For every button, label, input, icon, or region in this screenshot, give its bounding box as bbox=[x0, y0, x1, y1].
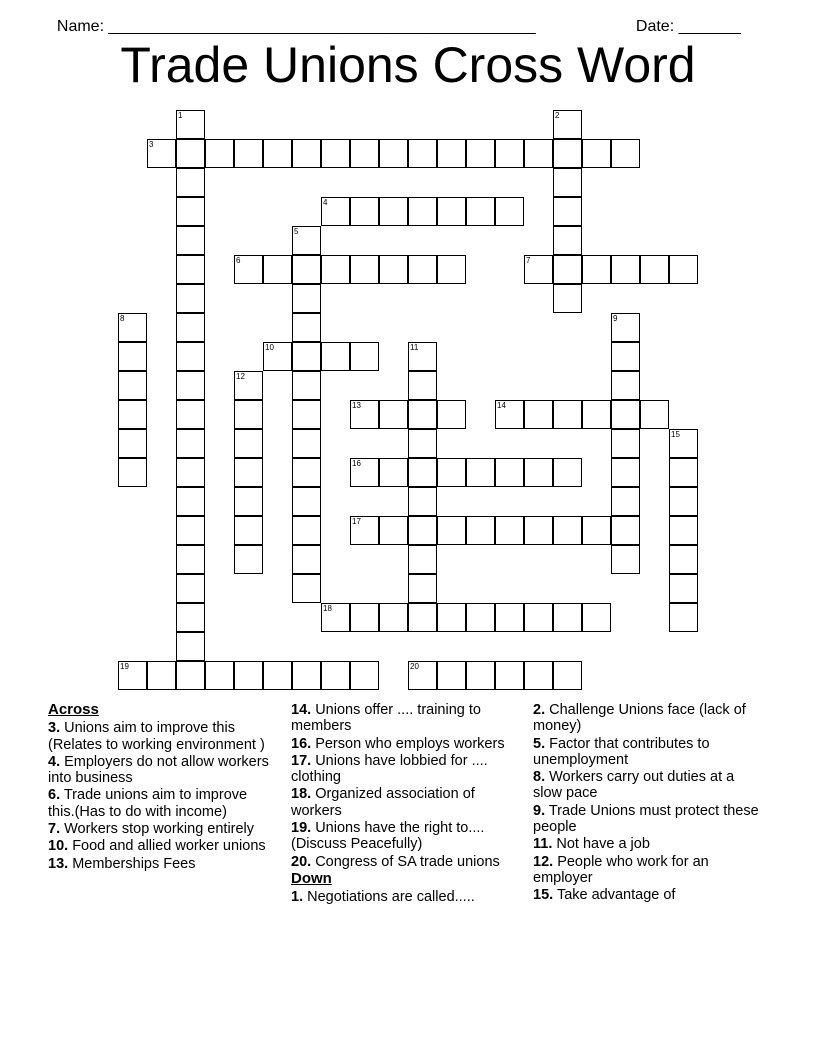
crossword-cell[interactable] bbox=[350, 400, 379, 429]
crossword-cell[interactable] bbox=[408, 487, 437, 516]
crossword-cell[interactable] bbox=[176, 342, 205, 371]
crossword-cell[interactable] bbox=[350, 197, 379, 226]
crossword-cell[interactable] bbox=[495, 603, 524, 632]
crossword-cell[interactable] bbox=[176, 371, 205, 400]
clue-text: Organized association of workers bbox=[291, 786, 475, 819]
crossword-cell[interactable] bbox=[611, 516, 640, 545]
crossword-cell[interactable] bbox=[379, 197, 408, 226]
crossword-cell[interactable] bbox=[466, 661, 495, 690]
crossword-cell[interactable] bbox=[292, 400, 321, 429]
clue-text: Trade Unions must protect these people bbox=[533, 802, 759, 836]
clue-text: Take advantage of bbox=[553, 887, 676, 904]
crossword-cell[interactable] bbox=[292, 313, 321, 342]
crossword-cell[interactable] bbox=[350, 139, 379, 168]
crossword-cell[interactable] bbox=[408, 255, 437, 284]
clue-number: 19 bbox=[120, 662, 129, 671]
clue-number: 15 bbox=[671, 430, 680, 439]
crossword-cell[interactable] bbox=[408, 545, 437, 574]
clue-label: 20. bbox=[291, 853, 312, 870]
crossword-cell[interactable] bbox=[118, 371, 147, 400]
clue-item bbox=[291, 820, 521, 853]
crossword-cell[interactable] bbox=[611, 545, 640, 574]
crossword-cell[interactable] bbox=[553, 284, 582, 313]
crossword-cell[interactable] bbox=[118, 429, 147, 458]
clue-item bbox=[291, 753, 521, 786]
crossword-cell[interactable] bbox=[147, 661, 176, 690]
clue-item bbox=[48, 787, 273, 820]
clue-number: 2 bbox=[555, 111, 560, 120]
crossword-cell[interactable] bbox=[379, 255, 408, 284]
crossword-cell[interactable] bbox=[437, 661, 466, 690]
crossword-cell[interactable] bbox=[234, 545, 263, 574]
clue-item bbox=[291, 889, 521, 905]
crossword-cell[interactable] bbox=[205, 139, 234, 168]
name-field[interactable] bbox=[48, 0, 536, 36]
crossword-cell[interactable] bbox=[553, 255, 582, 284]
crossword-cell[interactable] bbox=[408, 429, 437, 458]
crossword-cell[interactable] bbox=[379, 139, 408, 168]
clue-item bbox=[291, 736, 521, 752]
clue-label: 8. bbox=[533, 769, 546, 786]
crossword-cell[interactable] bbox=[611, 487, 640, 516]
down-heading: Down bbox=[291, 869, 332, 887]
crossword-cell[interactable] bbox=[176, 458, 205, 487]
clue-text: Unions offer .... training to members bbox=[291, 702, 481, 735]
crossword-cell[interactable] bbox=[611, 458, 640, 487]
crossword-cell[interactable] bbox=[118, 313, 147, 342]
crossword-cell[interactable] bbox=[553, 603, 582, 632]
clue-label: 12. bbox=[533, 853, 554, 870]
page-title: Trade Unions Cross Word bbox=[120, 37, 696, 93]
crossword-cell[interactable] bbox=[611, 255, 640, 284]
crossword-cell[interactable] bbox=[292, 429, 321, 458]
clue-number: 4 bbox=[323, 198, 328, 207]
crossword-cell[interactable] bbox=[524, 516, 553, 545]
crossword-cell[interactable] bbox=[495, 197, 524, 226]
crossword-cell[interactable] bbox=[234, 429, 263, 458]
clue-item bbox=[48, 838, 273, 854]
clue-item bbox=[48, 720, 273, 753]
clue-text: Person who employs workers bbox=[311, 735, 505, 752]
crossword-cell[interactable] bbox=[582, 516, 611, 545]
clue-text: Unions aim to improve this (Relates to working environment ) bbox=[48, 720, 265, 753]
crossword-cell[interactable] bbox=[234, 400, 263, 429]
crossword-cell[interactable] bbox=[292, 574, 321, 603]
clue-label: 5. bbox=[533, 735, 546, 752]
clue-label: 6. bbox=[48, 787, 61, 804]
clue-text: Not have a job bbox=[552, 836, 650, 853]
clue-number: 13 bbox=[352, 401, 361, 410]
crossword-cell[interactable] bbox=[524, 139, 553, 168]
crossword-cell[interactable] bbox=[292, 342, 321, 371]
clue-text: Employers do not allow workers into business bbox=[48, 753, 269, 787]
crossword-cell[interactable] bbox=[176, 516, 205, 545]
crossword-cell[interactable] bbox=[582, 400, 611, 429]
crossword-cell[interactable] bbox=[408, 574, 437, 603]
crossword-cell[interactable] bbox=[408, 400, 437, 429]
crossword-cell[interactable] bbox=[176, 255, 205, 284]
crossword-cell[interactable] bbox=[263, 661, 292, 690]
crossword-cell[interactable] bbox=[263, 342, 292, 371]
crossword-cell[interactable] bbox=[176, 168, 205, 197]
clue-number: 16 bbox=[352, 459, 361, 468]
across-heading: Across bbox=[48, 701, 99, 718]
clue-number: 5 bbox=[294, 227, 299, 236]
crossword-cell[interactable] bbox=[640, 400, 669, 429]
clue-item bbox=[48, 821, 273, 837]
crossword-cell[interactable] bbox=[437, 255, 466, 284]
crossword-cell[interactable] bbox=[553, 197, 582, 226]
crossword-cell[interactable] bbox=[234, 661, 263, 690]
clue-label: 10. bbox=[48, 838, 69, 855]
clue-text: Unions have the right to.... (Discuss Peacefully) bbox=[291, 820, 485, 853]
clue-label: 3. bbox=[48, 720, 61, 737]
clue-label: 13. bbox=[48, 855, 69, 872]
clue-text: Food and allied worker unions bbox=[68, 838, 266, 855]
crossword-cell[interactable] bbox=[669, 574, 698, 603]
crossword-cell[interactable] bbox=[582, 255, 611, 284]
clue-column-3 bbox=[533, 702, 763, 905]
crossword-cell[interactable] bbox=[176, 487, 205, 516]
clue-item bbox=[533, 854, 763, 887]
clue-item bbox=[533, 769, 763, 802]
crossword-cell[interactable] bbox=[176, 545, 205, 574]
crossword-cell[interactable] bbox=[553, 139, 582, 168]
crossword-cell[interactable] bbox=[205, 661, 234, 690]
crossword-cell[interactable] bbox=[466, 603, 495, 632]
crossword-cell[interactable] bbox=[292, 371, 321, 400]
clue-item bbox=[533, 836, 763, 852]
crossword-cell[interactable] bbox=[350, 603, 379, 632]
crossword-cell[interactable] bbox=[176, 661, 205, 690]
crossword-cell[interactable] bbox=[669, 603, 698, 632]
crossword-cell[interactable] bbox=[553, 516, 582, 545]
clue-label: 2. bbox=[533, 702, 546, 718]
clue-column-2 bbox=[291, 702, 521, 907]
crossword-cell[interactable] bbox=[553, 168, 582, 197]
clue-label: 7. bbox=[48, 821, 61, 838]
crossword-cell[interactable] bbox=[321, 661, 350, 690]
clue-text: Challenge Unions face (lack of money) bbox=[533, 702, 746, 735]
clue-label: 19. bbox=[291, 820, 312, 837]
clue-label: 14. bbox=[291, 702, 312, 718]
crossword-cell[interactable] bbox=[176, 110, 205, 139]
crossword-cell[interactable] bbox=[553, 458, 582, 487]
clue-number: 8 bbox=[120, 314, 125, 323]
crossword-cell[interactable] bbox=[669, 516, 698, 545]
clue-text: Workers carry out duties at a slow pace bbox=[533, 769, 735, 802]
crossword-cell[interactable] bbox=[495, 661, 524, 690]
crossword-cell[interactable] bbox=[350, 516, 379, 545]
crossword-cell[interactable] bbox=[292, 516, 321, 545]
crossword-cell[interactable] bbox=[495, 458, 524, 487]
crossword-cell[interactable] bbox=[292, 139, 321, 168]
clue-label: 4. bbox=[48, 753, 61, 770]
clue-number: 12 bbox=[236, 372, 245, 381]
name-line[interactable]: ________________________________________________ bbox=[108, 18, 536, 35]
crossword-cell[interactable] bbox=[176, 429, 205, 458]
clue-text: Factor that contributes to unemployment bbox=[533, 735, 710, 768]
crossword-cell[interactable] bbox=[611, 429, 640, 458]
crossword-cell[interactable] bbox=[437, 603, 466, 632]
clue-label: 16. bbox=[291, 735, 312, 752]
crossword-cell[interactable] bbox=[176, 226, 205, 255]
crossword-cell[interactable] bbox=[408, 371, 437, 400]
crossword-cell[interactable] bbox=[524, 661, 553, 690]
crossword-cell[interactable] bbox=[408, 342, 437, 371]
crossword-cell[interactable] bbox=[379, 516, 408, 545]
clue-text: Unions have lobbied for .... clothing bbox=[291, 752, 488, 786]
crossword-cell[interactable] bbox=[147, 139, 176, 168]
crossword-cell[interactable] bbox=[350, 661, 379, 690]
crossword-cell[interactable] bbox=[437, 458, 466, 487]
clue-number: 9 bbox=[613, 314, 618, 323]
crossword-cell[interactable] bbox=[176, 284, 205, 313]
crossword-cell[interactable] bbox=[408, 603, 437, 632]
crossword-cell[interactable] bbox=[408, 661, 437, 690]
crossword-cell[interactable] bbox=[466, 516, 495, 545]
clue-number: 10 bbox=[265, 343, 274, 352]
crossword-cell[interactable] bbox=[466, 139, 495, 168]
crossword-cell[interactable] bbox=[118, 661, 147, 690]
crossword-cell[interactable] bbox=[118, 458, 147, 487]
crossword-cell[interactable] bbox=[553, 400, 582, 429]
crossword-cell[interactable] bbox=[669, 255, 698, 284]
crossword-cell[interactable] bbox=[234, 255, 263, 284]
crossword-cell[interactable] bbox=[292, 255, 321, 284]
clue-column-1 bbox=[48, 702, 273, 873]
crossword-cell[interactable] bbox=[176, 400, 205, 429]
crossword-cell[interactable] bbox=[379, 458, 408, 487]
crossword-cell[interactable] bbox=[524, 255, 553, 284]
clue-label: 9. bbox=[533, 802, 546, 819]
clue-text: Workers stop working entirely bbox=[60, 821, 255, 838]
clue-text: Memberships Fees bbox=[68, 855, 196, 872]
clue-number: 6 bbox=[236, 256, 241, 265]
clue-item bbox=[291, 702, 521, 735]
crossword-cell[interactable] bbox=[524, 603, 553, 632]
clue-item bbox=[533, 736, 763, 769]
crossword-cell[interactable] bbox=[263, 255, 292, 284]
clue-item bbox=[48, 856, 273, 872]
crossword-cell[interactable] bbox=[176, 197, 205, 226]
crossword-cell[interactable] bbox=[437, 139, 466, 168]
clue-number: 1 bbox=[178, 111, 183, 120]
clue-number: 17 bbox=[352, 517, 361, 526]
crossword-cell[interactable] bbox=[611, 313, 640, 342]
crossword-cell[interactable] bbox=[495, 400, 524, 429]
crossword-cell[interactable] bbox=[437, 197, 466, 226]
clue-item bbox=[48, 754, 273, 787]
clue-label: 1. bbox=[291, 889, 304, 906]
clue-item bbox=[291, 786, 521, 819]
crossword-cell[interactable] bbox=[350, 342, 379, 371]
clue-item bbox=[291, 854, 521, 870]
crossword-cell[interactable] bbox=[495, 139, 524, 168]
crossword-cell[interactable] bbox=[466, 197, 495, 226]
crossword-cell[interactable] bbox=[553, 226, 582, 255]
clue-number: 20 bbox=[410, 662, 419, 671]
crossword-cell[interactable] bbox=[292, 545, 321, 574]
crossword-cell[interactable] bbox=[553, 110, 582, 139]
crossword-cell[interactable] bbox=[669, 545, 698, 574]
clue-text: Trade unions aim to improve this.(Has to do with income) bbox=[48, 787, 248, 820]
date-label: Date: bbox=[635, 18, 679, 35]
crossword-cell[interactable] bbox=[234, 458, 263, 487]
name-label: Name: bbox=[56, 18, 109, 35]
crossword-cell[interactable] bbox=[234, 516, 263, 545]
crossword-cell[interactable] bbox=[292, 458, 321, 487]
clue-text: Negotiations are called..... bbox=[303, 889, 475, 906]
clue-label: 15. bbox=[533, 887, 554, 904]
clue-label: 17. bbox=[291, 752, 312, 769]
clue-text: People who work for an employer bbox=[533, 853, 709, 886]
crossword-cell[interactable] bbox=[292, 661, 321, 690]
crossword-cell[interactable] bbox=[379, 603, 408, 632]
crossword-cell[interactable] bbox=[321, 603, 350, 632]
crossword-cell[interactable] bbox=[176, 632, 205, 661]
crossword-cell[interactable] bbox=[408, 458, 437, 487]
crossword-cell[interactable] bbox=[524, 400, 553, 429]
crossword-cell[interactable] bbox=[234, 487, 263, 516]
crossword-cell[interactable] bbox=[669, 429, 698, 458]
crossword-cell[interactable] bbox=[611, 342, 640, 371]
crossword-cell[interactable] bbox=[321, 255, 350, 284]
crossword-cell[interactable] bbox=[582, 603, 611, 632]
crossword-cell[interactable] bbox=[553, 661, 582, 690]
crossword-cell[interactable] bbox=[408, 516, 437, 545]
clue-text: Congress of SA trade unions bbox=[311, 853, 500, 870]
crossword-cell[interactable] bbox=[611, 371, 640, 400]
clue-number: 3 bbox=[149, 140, 154, 149]
crossword-cell[interactable] bbox=[582, 139, 611, 168]
date-line[interactable]: _______ bbox=[678, 18, 741, 35]
clue-item bbox=[533, 702, 763, 735]
clue-item bbox=[533, 887, 763, 903]
crossword-cell[interactable] bbox=[118, 400, 147, 429]
crossword-cell[interactable] bbox=[669, 487, 698, 516]
crossword-cell[interactable] bbox=[321, 139, 350, 168]
clue-number: 11 bbox=[410, 343, 419, 352]
crossword-cell[interactable] bbox=[321, 197, 350, 226]
crossword-cell[interactable] bbox=[611, 400, 640, 429]
crossword-cell[interactable] bbox=[611, 139, 640, 168]
crossword-cell[interactable] bbox=[466, 458, 495, 487]
crossword-cell[interactable] bbox=[495, 516, 524, 545]
crossword-cell[interactable] bbox=[176, 139, 205, 168]
crossword-cell[interactable] bbox=[234, 371, 263, 400]
crossword-cell[interactable] bbox=[292, 226, 321, 255]
crossword-cell[interactable] bbox=[669, 458, 698, 487]
crossword-cell[interactable] bbox=[408, 197, 437, 226]
crossword-cell[interactable] bbox=[118, 342, 147, 371]
crossword-cell[interactable] bbox=[640, 255, 669, 284]
clue-item bbox=[533, 803, 763, 836]
clue-number: 7 bbox=[526, 256, 531, 265]
clue-number: 18 bbox=[323, 604, 332, 613]
crossword-cell[interactable] bbox=[379, 400, 408, 429]
crossword-cell[interactable] bbox=[176, 574, 205, 603]
crossword-cell[interactable] bbox=[292, 284, 321, 313]
crossword-cell[interactable] bbox=[350, 255, 379, 284]
crossword-cell[interactable] bbox=[234, 139, 263, 168]
clue-label: 11. bbox=[533, 836, 553, 853]
crossword-cell[interactable] bbox=[350, 458, 379, 487]
crossword-cell[interactable] bbox=[263, 139, 292, 168]
crossword-cell[interactable] bbox=[176, 603, 205, 632]
crossword-cell[interactable] bbox=[408, 139, 437, 168]
clue-label: 18. bbox=[291, 786, 312, 803]
date-field[interactable] bbox=[627, 0, 741, 36]
crossword-cell[interactable] bbox=[437, 516, 466, 545]
crossword-cell[interactable] bbox=[176, 313, 205, 342]
clue-number: 14 bbox=[497, 401, 506, 410]
crossword-cell[interactable] bbox=[437, 400, 466, 429]
crossword-cell[interactable] bbox=[524, 458, 553, 487]
crossword-cell[interactable] bbox=[321, 342, 350, 371]
crossword-cell[interactable] bbox=[292, 487, 321, 516]
